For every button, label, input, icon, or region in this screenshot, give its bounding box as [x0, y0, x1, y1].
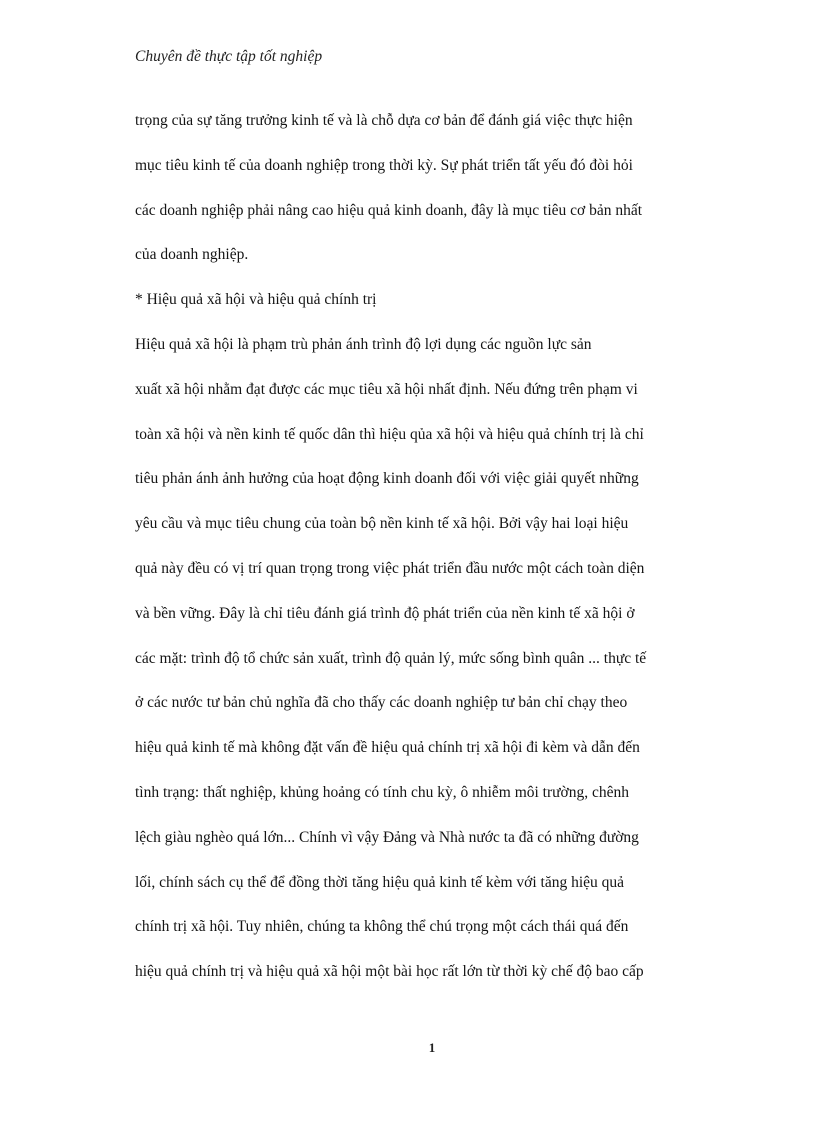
text-line: lối, chính sách cụ thể để đồng thời tăng hiệu quả kinh tế kèm với tăng hiệu quả [135, 873, 625, 891]
text-line: tiêu phản ánh ảnh hưởng của hoạt động kinh doanh đối với việc giải quyết những [135, 470, 639, 488]
section-heading: * Hiệu quả xã hội và hiệu quả chính trị [135, 291, 377, 309]
text-line: Hiệu quả xã hội là phạm trù phản ánh trình độ lợi dụng các nguồn lực sản [135, 335, 592, 353]
text-line: mục tiêu kinh tế của doanh nghiệp trong thời kỳ. Sự phát triển tất yếu đó đòi hỏi [135, 156, 633, 174]
page-number: 1 [428, 1040, 436, 1055]
body-text [135, 105, 705, 1001]
text-line: của doanh nghiệp. [135, 246, 249, 264]
text-line: và bền vững. Đây là chỉ tiêu đánh giá trình độ phát triển của nền kinh tế xã hội ở [135, 604, 635, 622]
page-header: Chuyên đề thực tập tốt nghiệp [135, 48, 323, 65]
text-line: quả này đều có vị trí quan trọng trong việc phát triển đầu nước một cách toàn diện [135, 559, 645, 577]
text-line: hiệu quả chính trị và hiệu quả xã hội một bài học rất lớn từ thời kỳ chế độ bao cấp [135, 963, 644, 981]
text-line: yêu cầu và mục tiêu chung của toàn bộ nền kinh tế xã hội. Bởi vậy hai loại hiệu [135, 515, 629, 533]
text-line: xuất xã hội nhằm đạt được các mục tiêu xã hội nhất định. Nếu đứng trên phạm vi [135, 380, 638, 398]
text-line: tình trạng: thất nghiệp, khủng hoảng có tính chu kỳ, ô nhiễm môi trường, chênh [135, 783, 630, 801]
text-line: trọng của sự tăng trưởng kinh tế và là chỗ dựa cơ bản để đánh giá việc thực hiện [135, 112, 633, 129]
text-line: hiệu quả kinh tế mà không đặt vấn đề hiệu quả chính trị xã hội đi kèm và dẫn đến [135, 739, 640, 757]
text-line: toàn xã hội và nền kinh tế quốc dân thì hiệu qủa xã hội và hiệu quả chính trị là chỉ [135, 425, 644, 443]
text-line: các mặt: trình độ tổ chức sản xuất, trình độ quản lý, mức sống bình quân ... thực tế [135, 649, 647, 667]
text-line: các doanh nghiệp phải nâng cao hiệu quả kinh doanh, đây là mục tiêu cơ bản nhất [135, 201, 643, 219]
text-line: ở các nước tư bản chủ nghĩa đã cho thấy các doanh nghiệp tư bản chỉ chạy theo [135, 694, 628, 712]
text-line: lệch giàu nghèo quá lớn... Chính vì vậy Đảng và Nhà nước ta đã có những đường [135, 828, 639, 846]
text-line: chính trị xã hội. Tuy nhiên, chúng ta không thể chú trọng một cách thái quá đến [135, 918, 629, 936]
